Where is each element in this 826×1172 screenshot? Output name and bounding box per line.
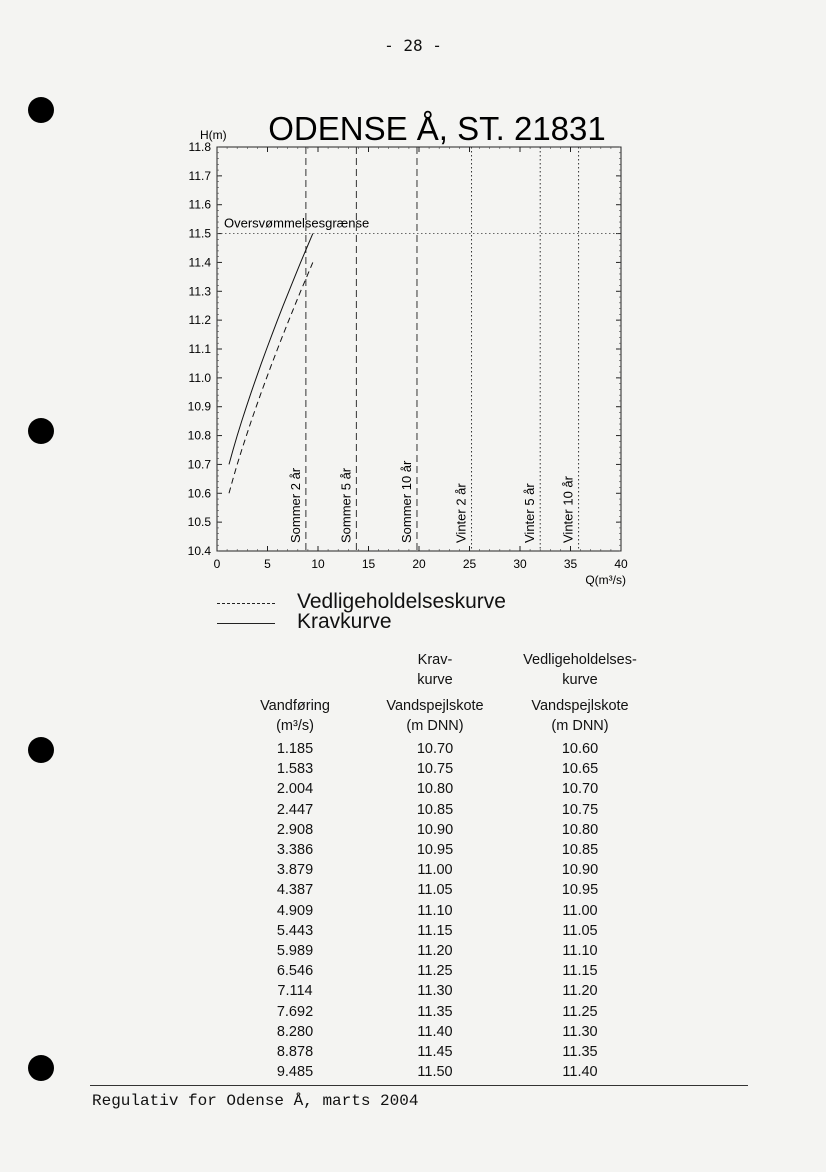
header-text: Krav-	[417, 652, 453, 668]
table-row	[200, 862, 660, 882]
table-header-vandforing	[240, 696, 350, 736]
table-cell: 6.546	[276, 963, 314, 980]
series-line-kravkurve	[229, 234, 313, 465]
reference-label: Vinter 5 år	[522, 483, 538, 543]
punch-hole	[28, 1055, 54, 1081]
y-tick-label: 11.2	[188, 313, 211, 328]
series-line-vedligeholdelseskurve	[229, 262, 313, 493]
x-tick-label: 0	[213, 557, 221, 571]
legend-swatch-solid	[217, 623, 275, 624]
chart-title: ODENSE Å, ST. 21831	[268, 110, 606, 147]
table-cell: 11.10	[562, 943, 598, 959]
table-cell: 11.15	[562, 963, 598, 980]
table-row	[200, 882, 660, 902]
table-row	[200, 822, 660, 842]
table-cell: 10.65	[561, 761, 599, 778]
table-cell: 10.90	[416, 821, 454, 838]
x-tick-label: 40	[614, 557, 628, 571]
legend-item-vedligeholdelseskurve	[213, 592, 633, 612]
y-tick-label: 11.0	[188, 370, 211, 385]
table-cell: 11.30	[417, 983, 453, 1000]
table-row	[200, 802, 660, 822]
table-cell: 11.40	[417, 1023, 453, 1040]
footer-text: Regulativ for Odense Å, marts 2004	[92, 1092, 419, 1110]
table-cell: 10.95	[416, 842, 454, 858]
table-cell: 10.85	[416, 801, 454, 818]
legend-item-kravkurve	[213, 612, 633, 632]
table-cell: 10.90	[561, 862, 599, 879]
table-row	[200, 842, 660, 862]
x-tick-label: 30	[513, 557, 527, 571]
page-number: - 28 -	[384, 36, 442, 55]
y-tick-label: 11.8	[188, 140, 211, 154]
x-tick-label: 15	[361, 557, 376, 571]
y-tick-label: 10.4	[187, 544, 211, 558]
y-axis-label: H(m)	[200, 128, 227, 142]
table-row	[200, 1004, 660, 1024]
table-cell: 10.75	[561, 801, 599, 818]
header-text: Vandspejlskote	[531, 698, 629, 714]
table-cell: 4.909	[276, 902, 314, 919]
legend-swatch-dashed	[217, 603, 275, 604]
table-row	[200, 781, 660, 801]
flood-limit-label: Oversvømmelsesgrænse	[224, 215, 370, 231]
table-cell: 5.443	[276, 922, 314, 939]
table-cell: 1.185	[276, 741, 314, 757]
table-row	[200, 903, 660, 923]
table-row	[200, 741, 660, 761]
table-cell: 10.80	[561, 821, 599, 838]
punch-hole	[28, 737, 54, 763]
y-tick-label: 11.4	[188, 255, 211, 270]
table-row	[200, 943, 660, 963]
table-cell: 11.30	[562, 1023, 598, 1040]
y-tick-label: 11.3	[188, 284, 211, 299]
table-header-vedligehold-unit	[500, 696, 660, 736]
table-cell: 8.280	[276, 1023, 314, 1040]
table-cell: 11.00	[562, 902, 598, 919]
y-tick-label: 10.5	[187, 515, 211, 530]
header-text: kurve	[562, 672, 598, 688]
header-text: Vandføring	[260, 698, 330, 714]
y-tick-label: 10.9	[187, 399, 211, 414]
table-header-vedligehold	[500, 650, 660, 690]
legend	[213, 592, 633, 632]
table-cell: 10.80	[416, 781, 454, 798]
table-cell: 11.25	[417, 963, 453, 980]
table-cell: 11.35	[417, 1003, 453, 1020]
x-tick-label: 5	[264, 557, 271, 571]
table-cell: 11.20	[562, 983, 598, 1000]
table-cell: 8.878	[276, 1044, 314, 1060]
reference-label: Sommer 10 år	[398, 460, 414, 543]
table-cell: 11.40	[562, 1064, 598, 1081]
reference-label: Vinter 10 år	[560, 476, 576, 543]
y-tick-label: 10.8	[187, 428, 211, 443]
table-cell: 1.583	[276, 761, 314, 778]
table-cell: 10.70	[561, 781, 599, 798]
table-cell: 10.75	[416, 761, 454, 778]
table-cell: 9.485	[276, 1064, 314, 1081]
table-cell: 11.25	[562, 1003, 598, 1020]
table-cell: 7.692	[276, 1003, 314, 1020]
x-axis-label: Q(m³/s)	[585, 573, 626, 587]
table-cell: 5.989	[276, 943, 314, 959]
table-header-krav	[370, 650, 500, 690]
table-cell: 11.10	[417, 902, 453, 919]
table-cell: 4.387	[276, 882, 314, 899]
y-tick-label: 11.6	[188, 197, 211, 212]
table-cell: 2.447	[276, 801, 314, 818]
table-cell: 11.35	[562, 1044, 598, 1060]
x-tick-label: 25	[462, 557, 477, 571]
table-row	[200, 1044, 660, 1064]
y-tick-label: 11.7	[188, 168, 211, 183]
table-row	[200, 1064, 660, 1084]
reference-label: Sommer 2 år	[287, 467, 303, 543]
table-cell: 11.05	[562, 922, 598, 939]
header-text: Vedligeholdelses-	[523, 652, 637, 668]
x-tick-label: 10	[311, 557, 325, 571]
table-cell: 7.114	[277, 983, 313, 1000]
table-cell: 3.879	[276, 862, 314, 879]
table-row	[200, 923, 660, 943]
table-cell: 11.50	[417, 1064, 453, 1081]
header-text: Vandspejlskote	[386, 698, 484, 714]
header-text: kurve	[417, 672, 453, 688]
reference-label: Vinter 2 år	[453, 483, 469, 543]
table-row	[200, 761, 660, 781]
header-text: (m³/s)	[276, 718, 314, 734]
table-cell: 11.45	[417, 1044, 453, 1060]
legend-label: Vedligeholdelseskurve	[297, 590, 506, 613]
header-text: (m DNN)	[551, 718, 609, 734]
y-tick-label: 11.5	[188, 226, 211, 241]
table-row	[200, 1024, 660, 1044]
table-cell: 11.20	[417, 943, 453, 959]
table-cell: 11.00	[417, 862, 453, 879]
table-cell: 10.85	[561, 842, 599, 858]
table-cell: 11.15	[417, 922, 453, 939]
table-cell: 10.95	[561, 882, 599, 899]
table-cell: 3.386	[276, 842, 314, 858]
x-tick-label: 20	[412, 557, 426, 571]
table-cell: 2.004	[276, 781, 314, 798]
legend-label: Kravkurve	[297, 610, 392, 633]
y-tick-label: 10.7	[187, 457, 211, 472]
table-cell: 10.70	[416, 741, 454, 757]
table-header-krav-unit	[370, 696, 500, 736]
table-row	[200, 963, 660, 983]
x-tick-label: 35	[563, 557, 578, 571]
table-row	[200, 983, 660, 1003]
reference-label: Sommer 5 år	[338, 467, 354, 543]
y-tick-label: 10.6	[187, 486, 211, 501]
table-cell: 11.05	[417, 882, 453, 899]
header-text: (m DNN)	[406, 718, 464, 734]
footer-divider	[90, 1085, 748, 1086]
table-cell: 2.908	[276, 821, 314, 838]
y-tick-label: 11.1	[188, 342, 211, 356]
table-cell: 10.60	[561, 741, 599, 757]
